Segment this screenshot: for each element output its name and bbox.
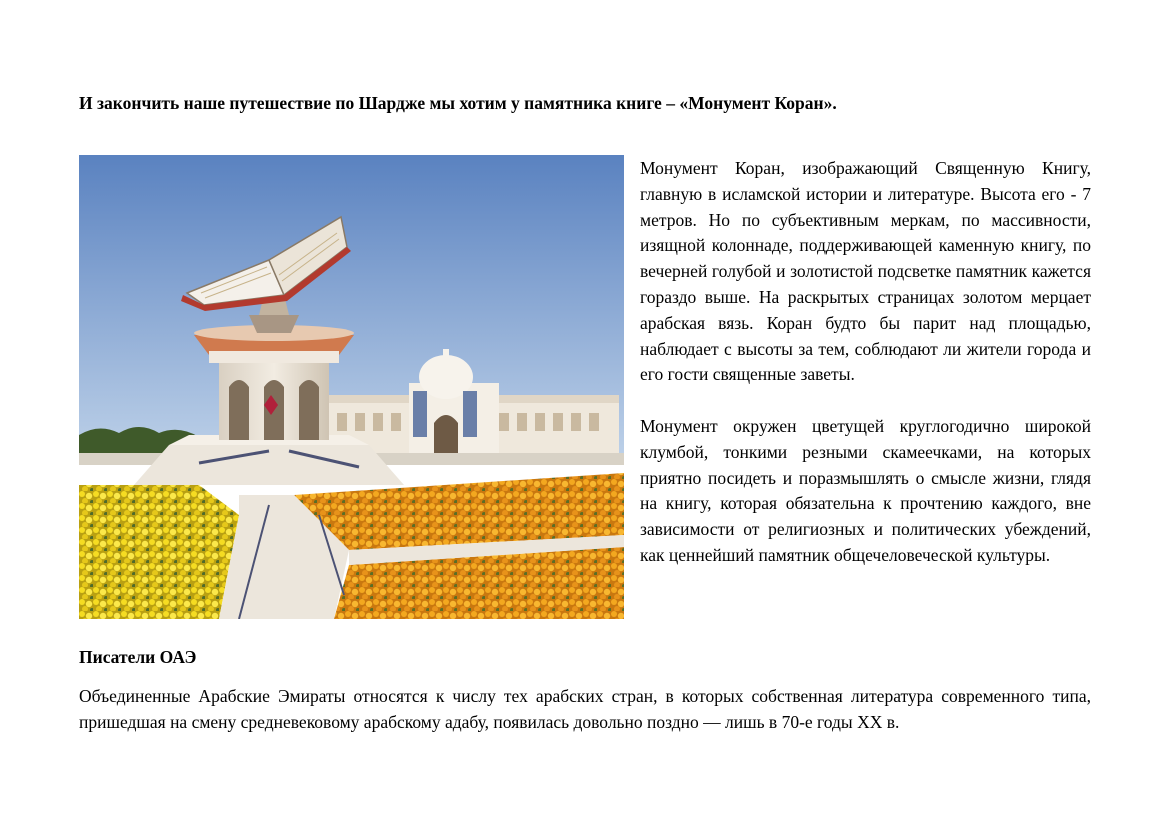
paragraph-writers: Объединенные Арабские Эмираты относятся к числу тех арабских стран, в которых собственная литература современного типа, пришедшая на смену средневековому арабскому адабу, появилась довольно поздно — лишь в 70-е годы XX в. xyxy=(79,686,1091,732)
paragraph-flowerbed: Монумент окружен цветущей круглогодично широкой клумбой, тонкими резными скамеечками, на которых приятно посидеть и поразмышлять о смысле жизни, глядя на книгу, которая обязательна к прочтению каждого, вне зависимости от религиозных и политических убеждений, как ценнейший памятник общечеловеческой культуры. xyxy=(640,415,1091,565)
quran-monument-photo xyxy=(79,155,624,619)
paragraph-monument: Монумент Коран, изображающий Священную Книгу, главную в исламской истории и литературе. Высота его - 7 метров. Но по субъективным меркам, по массивности, изящной колоннаде, поддерживающей каменную книгу, по вечерней голубой и золотистой подсветке памятник кажется гораздо выше. На раскрытых страницах золотом мерцает арабская вязь. Коран будто бы парит над площадью, наблюдает с высоты за тем, соблюдают ли жители города и его гости священные заветы. xyxy=(640,158,1091,385)
page-heading: И закончить наше путешествие по Шардже мы хотим у памятника книге – «Монумент Коран». xyxy=(79,93,837,113)
monument-description xyxy=(640,156,1091,569)
section-heading-writers: Писатели ОАЭ xyxy=(79,647,197,667)
